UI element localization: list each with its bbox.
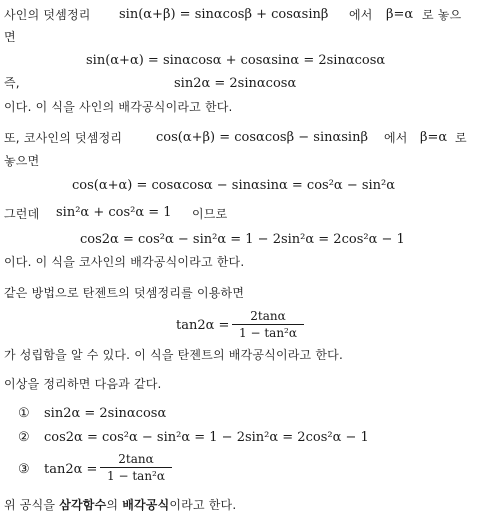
list-formula-3-fraction — [100, 452, 172, 483]
text-above-formulas: 위 공식을 — [4, 498, 56, 512]
list-marker-3: ③ — [18, 462, 30, 477]
text-therefore: 즉, — [4, 76, 20, 90]
text-tangent-intro: 같은 방법으로 탄젠트의 덧셈정리를 이용하면 — [4, 286, 245, 300]
text-eseo-2: 에서 — [384, 131, 408, 145]
formula-tangent-lhs: tan2α = — [176, 318, 230, 333]
fraction-numerator: 2tanα — [250, 309, 286, 323]
text-called: 이라고 한다. — [169, 498, 237, 512]
list-marker-2: ② — [18, 430, 30, 445]
list-formula-3-lhs: tan2α = — [44, 462, 98, 477]
text-however: 그런데 — [4, 207, 40, 221]
text-myeon: 면 — [4, 30, 16, 44]
formula-sine-expansion: sin(α+α) = sinαcosα + cosαsinα = 2sinαcosα — [86, 53, 386, 68]
fraction-denominator: 1 − tan²α — [107, 469, 165, 483]
formula-pythagorean-identity: sin²α + cos²α = 1 — [56, 205, 172, 220]
text-since: 이므로 — [192, 207, 228, 221]
formula-cosine-expansion: cos(α+α) = cosαcosα − sinαsinα = cos²α − sin²α — [72, 178, 396, 193]
fraction-denominator: 1 − tan²α — [239, 326, 297, 340]
fraction-bar — [100, 467, 172, 468]
text-eseo: 에서 — [349, 8, 373, 22]
text-sine-conclusion: 이다. 이 식을 사인의 배각공식이라고 한다. — [4, 100, 233, 114]
term-double-angle: 배각공식 — [122, 498, 170, 512]
list-marker-1: ① — [18, 406, 30, 421]
formula-beta-alpha: β=α — [386, 7, 414, 22]
formula-beta-alpha-2: β=α — [420, 130, 448, 145]
text-cosine-intro: 또, 코사인의 덧셈정리 — [4, 131, 123, 145]
text-noeumyeon: 놓으면 — [4, 154, 40, 168]
text-ui: 의 — [106, 498, 119, 512]
text-summary-intro: 이상을 정리하면 다음과 같다. — [4, 377, 162, 391]
formula-sine-addition: sin(α+β) = sinαcosβ + cosαsinβ — [119, 7, 329, 22]
text-ro: 로 — [455, 131, 467, 145]
formula-sine-double: sin2α = 2sinαcosα — [174, 76, 297, 91]
text-sine-intro: 사인의 덧셈정리 — [4, 8, 91, 22]
formula-cosine-double: cos2α = cos²α − sin²α = 1 − 2sin²α = 2cos²α − 1 — [80, 232, 405, 247]
text-cosine-conclusion: 이다. 이 식을 코사인의 배각공식이라고 한다. — [4, 255, 245, 269]
final-sentence — [4, 499, 236, 511]
fraction-bar — [232, 324, 304, 325]
list-formula-1: sin2α = 2sinαcosα — [44, 406, 167, 421]
text-substitute: 로 놓으 — [422, 8, 462, 22]
fraction-numerator: 2tanα — [118, 452, 154, 466]
formula-tangent-fraction — [232, 309, 304, 340]
term-trig-functions: 삼각함수 — [59, 498, 107, 512]
text-tangent-conclusion: 가 성립함을 알 수 있다. 이 식을 탄젠트의 배각공식이라고 한다. — [4, 348, 343, 362]
list-formula-2: cos2α = cos²α − sin²α = 1 − 2sin²α = 2cos²α − 1 — [44, 430, 369, 445]
formula-cosine-addition: cos(α+β) = cosαcosβ − sinαsinβ — [156, 130, 368, 145]
